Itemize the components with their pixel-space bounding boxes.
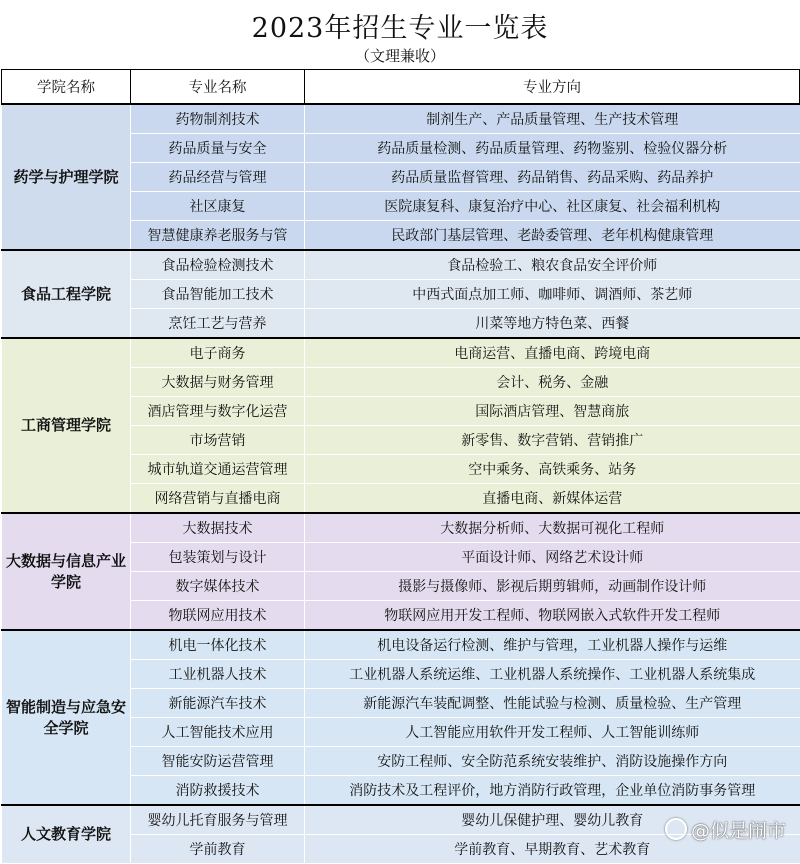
major-direction: 平面设计师、网络艺术设计师 (305, 543, 800, 572)
table-row (2, 104, 800, 134)
page-subtitle: （文理兼收） (354, 47, 445, 65)
major-direction: 大数据分析师、大数据可视化工程师 (305, 513, 800, 543)
major-name: 社区康复 (131, 192, 305, 221)
major-direction: 国际酒店管理、智慧商旅 (305, 397, 800, 426)
college-name: 智能制造与应急安全学院 (2, 630, 131, 805)
major-name: 药物制剂技术 (131, 104, 305, 134)
major-direction: 安防工程师、安全防范系统安装维护、消防设施操作方向 (305, 747, 800, 776)
header-major: 专业名称 (131, 70, 305, 105)
table-row (2, 513, 800, 543)
major-name: 酒店管理与数字化运营 (131, 397, 305, 426)
majors-table (1, 69, 800, 864)
major-name: 大数据与财务管理 (131, 368, 305, 397)
major-name: 电子商务 (131, 338, 305, 368)
major-name: 城市轨道交通运营管理 (131, 455, 305, 484)
camera-icon (665, 818, 687, 840)
major-name: 机电一体化技术 (131, 630, 305, 660)
major-direction: 直播电商、新媒体运营 (305, 484, 800, 514)
watermark-text: @似是闹市 (690, 820, 786, 842)
table-row (2, 338, 800, 368)
major-name: 工业机器人技术 (131, 660, 305, 689)
major-name: 市场营销 (131, 426, 305, 455)
table-header-row (2, 70, 800, 105)
major-name: 药品经营与管理 (131, 163, 305, 192)
major-direction: 中西式面点加工师、咖啡师、调酒师、茶艺师 (305, 280, 800, 309)
major-name: 烹饪工艺与营养 (131, 309, 305, 339)
table-row (2, 250, 800, 280)
major-name: 婴幼儿托育服务与管理 (131, 805, 305, 835)
major-name: 消防救援技术 (131, 776, 305, 806)
major-direction: 药品质量检测、药品质量管理、药物鉴别、检验仪器分析 (305, 134, 800, 163)
major-name: 学前教育 (131, 835, 305, 864)
major-direction: 民政部门基层管理、老龄委管理、老年机构健康管理 (305, 221, 800, 251)
major-name: 物联网应用技术 (131, 601, 305, 631)
major-direction: 新零售、数字营销、营销推广 (305, 426, 800, 455)
major-name: 大数据技术 (131, 513, 305, 543)
college-name: 人文教育学院 (2, 805, 131, 864)
header-direction: 专业方向 (305, 70, 800, 105)
major-direction: 会计、税务、金融 (305, 368, 800, 397)
major-direction: 机电设备运行检测、维护与管理，工业机器人操作与运维 (305, 630, 800, 660)
major-direction: 人工智能应用软件开发工程师、人工智能训练师 (305, 718, 800, 747)
college-name: 食品工程学院 (2, 250, 131, 338)
major-direction: 电商运营、直播电商、跨境电商 (305, 338, 800, 368)
major-direction: 川菜等地方特色菜、西餐 (305, 309, 800, 339)
page-title: 2023年招生专业一览表 (251, 13, 549, 44)
college-name: 工商管理学院 (2, 338, 131, 513)
major-name: 食品检验检测技术 (131, 250, 305, 280)
college-name: 大数据与信息产业学院 (2, 513, 131, 630)
major-direction: 空中乘务、高铁乘务、站务 (305, 455, 800, 484)
watermark (665, 816, 786, 843)
major-name: 智能安防运营管理 (131, 747, 305, 776)
major-name: 网络营销与直播电商 (131, 484, 305, 514)
major-direction: 制剂生产、产品质量管理、生产技术管理 (305, 104, 800, 134)
major-name: 食品智能加工技术 (131, 280, 305, 309)
major-direction: 学前教育、早期教育、艺术教育 (305, 835, 800, 864)
major-direction: 消防技术及工程评价，地方消防行政管理，企业单位消防事务管理 (305, 776, 800, 806)
major-name: 新能源汽车技术 (131, 689, 305, 718)
major-direction: 医院康复科、康复治疗中心、社区康复、社会福利机构 (305, 192, 800, 221)
major-direction: 新能源汽车装配调整、性能试验与检测、质量检验、生产管理 (305, 689, 800, 718)
table-body (2, 104, 800, 864)
table-row (2, 630, 800, 660)
major-name: 数字媒体技术 (131, 572, 305, 601)
major-name: 包装策划与设计 (131, 543, 305, 572)
major-direction: 药品质量监督管理、药品销售、药品采购、药品养护 (305, 163, 800, 192)
major-direction: 摄影与摄像师、影视后期剪辑师，动画制作设计师 (305, 572, 800, 601)
major-direction: 食品检验工、粮农食品安全评价师 (305, 250, 800, 280)
major-name: 人工智能技术应用 (131, 718, 305, 747)
college-name: 药学与护理学院 (2, 104, 131, 250)
major-name: 药品质量与安全 (131, 134, 305, 163)
major-direction: 物联网应用开发工程师、物联网嵌入式软件开发工程师 (305, 601, 800, 631)
major-name: 智慧健康养老服务与管 (131, 221, 305, 251)
major-direction: 婴幼儿保健护理、婴幼儿教育 (305, 805, 800, 835)
header-college: 学院名称 (2, 70, 131, 105)
major-direction: 工业机器人系统运维、工业机器人系统操作、工业机器人系统集成 (305, 660, 800, 689)
